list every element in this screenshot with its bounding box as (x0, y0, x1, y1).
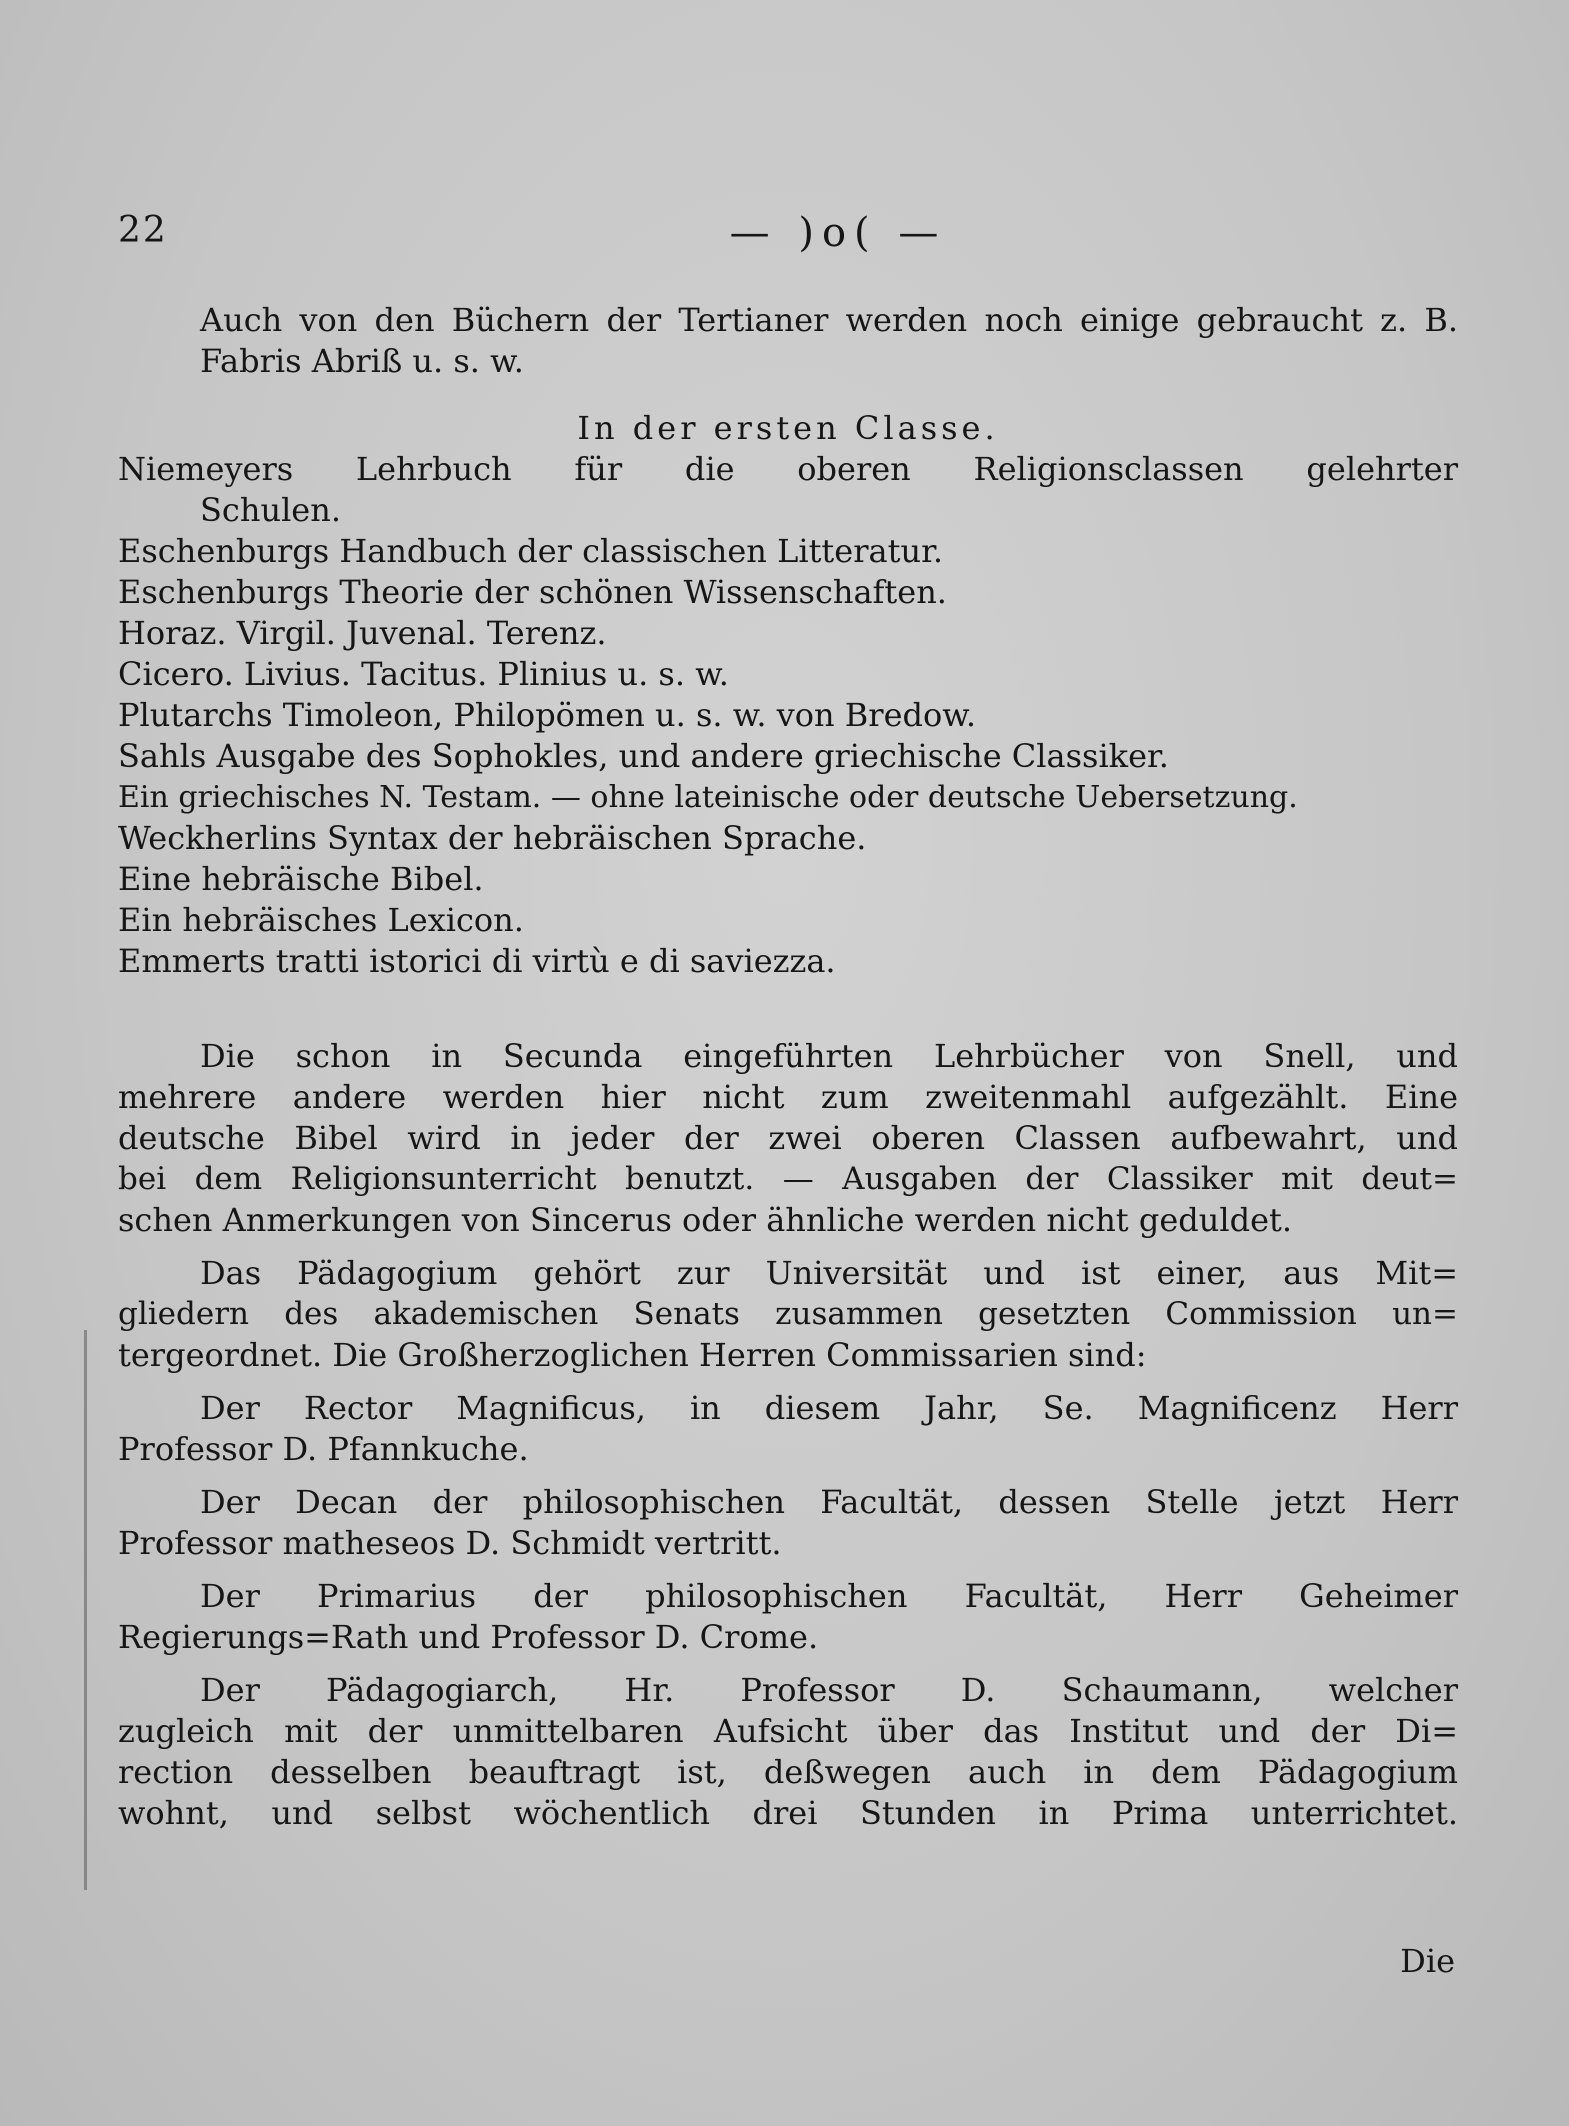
paragraph-line: Der Primarius der philosophischen Facultät, Herr Geheimer (200, 1577, 1458, 1615)
paragraph-line: zugleich mit der unmittelbaren Aufsicht über das Institut und der Di= (118, 1712, 1458, 1750)
margin-line (84, 1330, 87, 1890)
paragraph-line: gliedern des akademischen Senats zusammen gesetzten Commission un= (118, 1296, 1458, 1332)
paragraph-line: Die schon in Secunda eingeführten Lehrbücher von Snell, und (200, 1037, 1458, 1075)
book-entry: Eine hebräische Bibel. (118, 860, 484, 898)
intro-line: Auch von den Büchern der Tertianer werden noch einige gebraucht z. B. (200, 301, 1458, 339)
book-entry: Eschenburgs Theorie der schönen Wissenschaften. (118, 573, 947, 611)
header-ornament: — )o( — (729, 210, 947, 256)
section-title: In der ersten Classe. (577, 409, 999, 447)
paragraph-line: Der Rector Magnificus, in diesem Jahr, Se. Magnificenz Herr (200, 1389, 1458, 1427)
book-entry: Horaz. Virgil. Juvenal. Terenz. (118, 614, 607, 652)
paragraph-line: bei dem Religionsunterricht benutzt. — Ausgaben der Classiker mit deut= (118, 1161, 1458, 1197)
book-entry: Cicero. Livius. Tacitus. Plinius u. s. w. (118, 655, 729, 693)
book-entry: Niemeyers Lehrbuch für die oberen Religionsclassen gelehrter (118, 450, 1458, 488)
book-entry: Schulen. (200, 491, 342, 529)
paragraph-line: Regierungs=Rath und Professor D. Crome. (118, 1618, 819, 1656)
paragraph-line: wohnt, und selbst wöchentlich drei Stunden in Prima unterrichtet. (118, 1794, 1458, 1832)
catchword: Die (1400, 1942, 1455, 1980)
paragraph-line: deutsche Bibel wird in jeder der zwei oberen Classen aufbewahrt, und (118, 1119, 1458, 1157)
book-entry: Plutarchs Timoleon, Philopömen u. s. w. von Bredow. (118, 696, 977, 734)
paragraph-line: mehrere andere werden hier nicht zum zweitenmahl aufgezählt. Eine (118, 1078, 1458, 1116)
paragraph-line: Professor D. Pfannkuche. (118, 1430, 529, 1468)
page-number: 22 (118, 210, 168, 251)
paragraph-line: rection desselben beauftragt ist, deßwegen auch in dem Pädagogium (118, 1753, 1458, 1791)
book-entry: Ein griechisches N. Testam. — ohne lateinische oder deutsche Uebersetzung. (118, 780, 1298, 815)
paragraph-line: Das Pädagogium gehört zur Universität und ist einer, aus Mit= (200, 1254, 1458, 1292)
book-entry: Emmerts tratti istorici di virtù e di saviezza. (118, 942, 836, 980)
intro-line: Fabris Abriß u. s. w. (200, 342, 524, 380)
paragraph-line: tergeordnet. Die Großherzoglichen Herren Commissarien sind: (118, 1336, 1147, 1374)
paragraph-line: Professor matheseos D. Schmidt vertritt. (118, 1524, 782, 1562)
book-entry: Weckherlins Syntax der hebräischen Sprache. (118, 819, 867, 857)
book-entry: Ein hebräisches Lexicon. (118, 901, 524, 939)
paragraph-line: schen Anmerkungen von Sincerus oder ähnliche werden nicht geduldet. (118, 1201, 1293, 1239)
book-entry: Eschenburgs Handbuch der classischen Litteratur. (118, 532, 944, 570)
page-body (118, 300, 1458, 1834)
book-entry: Sahls Ausgabe des Sophokles, und andere griechische Classiker. (118, 737, 1169, 775)
paragraph-line: Der Pädagogiarch, Hr. Professor D. Schaumann, welcher (200, 1671, 1458, 1709)
paragraph-line: Der Decan der philosophischen Facultät, dessen Stelle jetzt Herr (200, 1483, 1458, 1521)
page-header (118, 210, 1458, 270)
